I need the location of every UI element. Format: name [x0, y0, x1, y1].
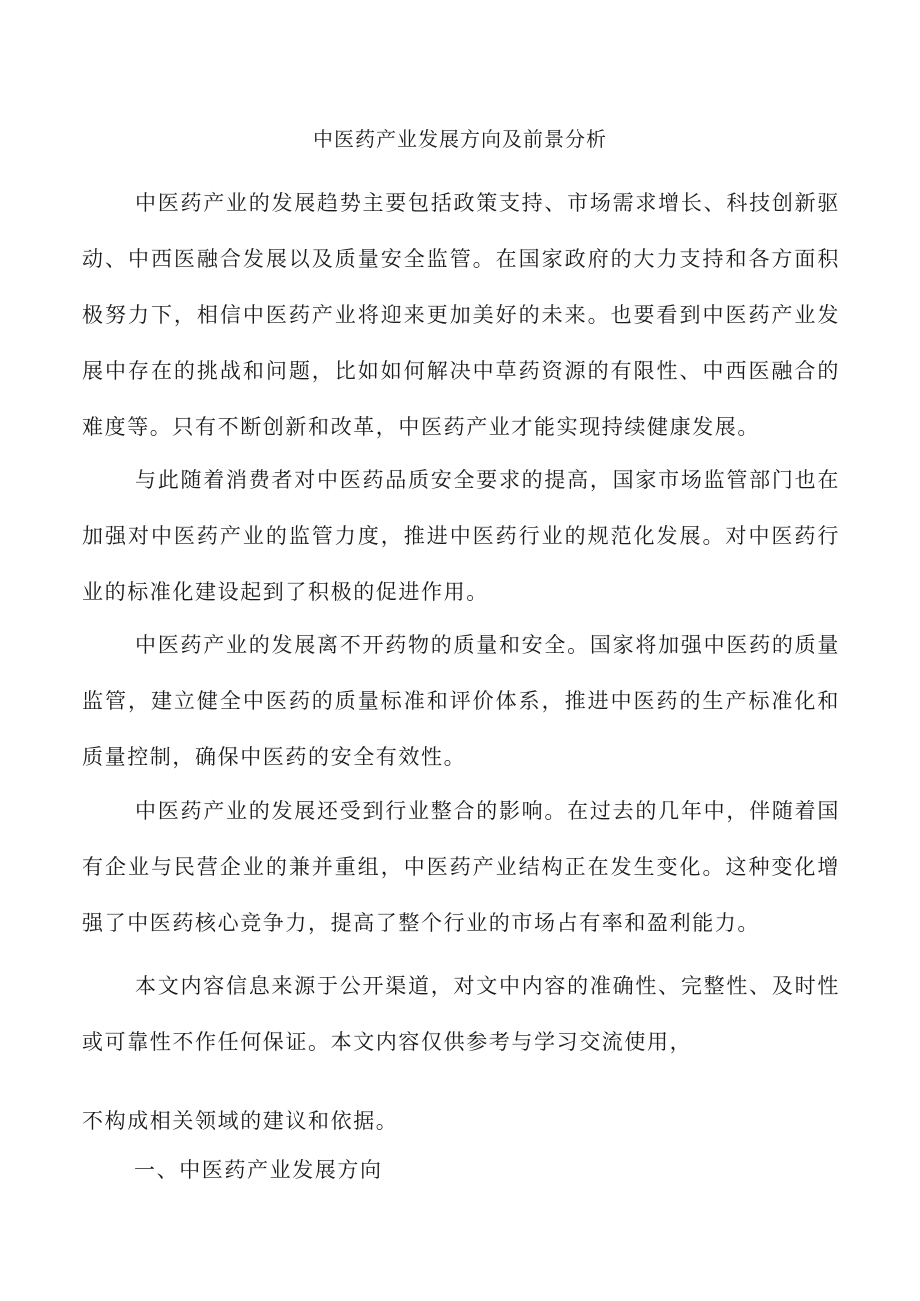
paragraph-disclaimer: 本文内容信息来源于公开渠道，对文中内容的准确性、完整性、及时性或可靠性不作任何保证。本文内容仅供参考与学习交流使用， — [82, 974, 840, 1054]
section-heading: 一、中医药产业发展方向 — [134, 1158, 383, 1182]
disclaimer-tail: 不构成相关领域的建议和依据。 — [82, 1109, 399, 1133]
paragraph-regulation: 与此随着消费者对中医药品质安全要求的提高，国家市场监管部门也在加强对中医药产业的监管力度，推进中医药行业的规范化发展。对中医药行业的标准化建设起到了积极的促进作用。 — [82, 468, 840, 604]
paragraph-policy-trends: 中医药产业的发展趋势主要包括政策支持、市场需求增长、科技创新驱动、中西医融合发展以及质量安全监管。在国家政府的大力支持和各方面积极努力下，相信中医药产业将迎来更加美好的未来。也要看到中医药产业发展中存在的挑战和问题，比如如何解决中草药资源的有限性、中西医融合的难度等。只有不断创新和改革，中医药产业才能实现持续健康发展。 — [82, 191, 840, 439]
document-title: 中医药产业发展方向及前景分析 — [313, 127, 607, 151]
paragraph-industry-integration: 中医药产业的发展还受到行业整合的影响。在过去的几年中，伴随着国有企业与民营企业的兼并重组，中医药产业结构正在发生变化。这种变化增强了中医药核心竞争力，提高了整个行业的市场占有率和盈利能力。 — [82, 799, 840, 935]
paragraph-quality-safety: 中医药产业的发展离不开药物的质量和安全。国家将加强中医药的质量监管，建立健全中医药的质量标准和评价体系，推进中医药的生产标准化和质量控制，确保中医药的安全有效性。 — [82, 633, 840, 769]
